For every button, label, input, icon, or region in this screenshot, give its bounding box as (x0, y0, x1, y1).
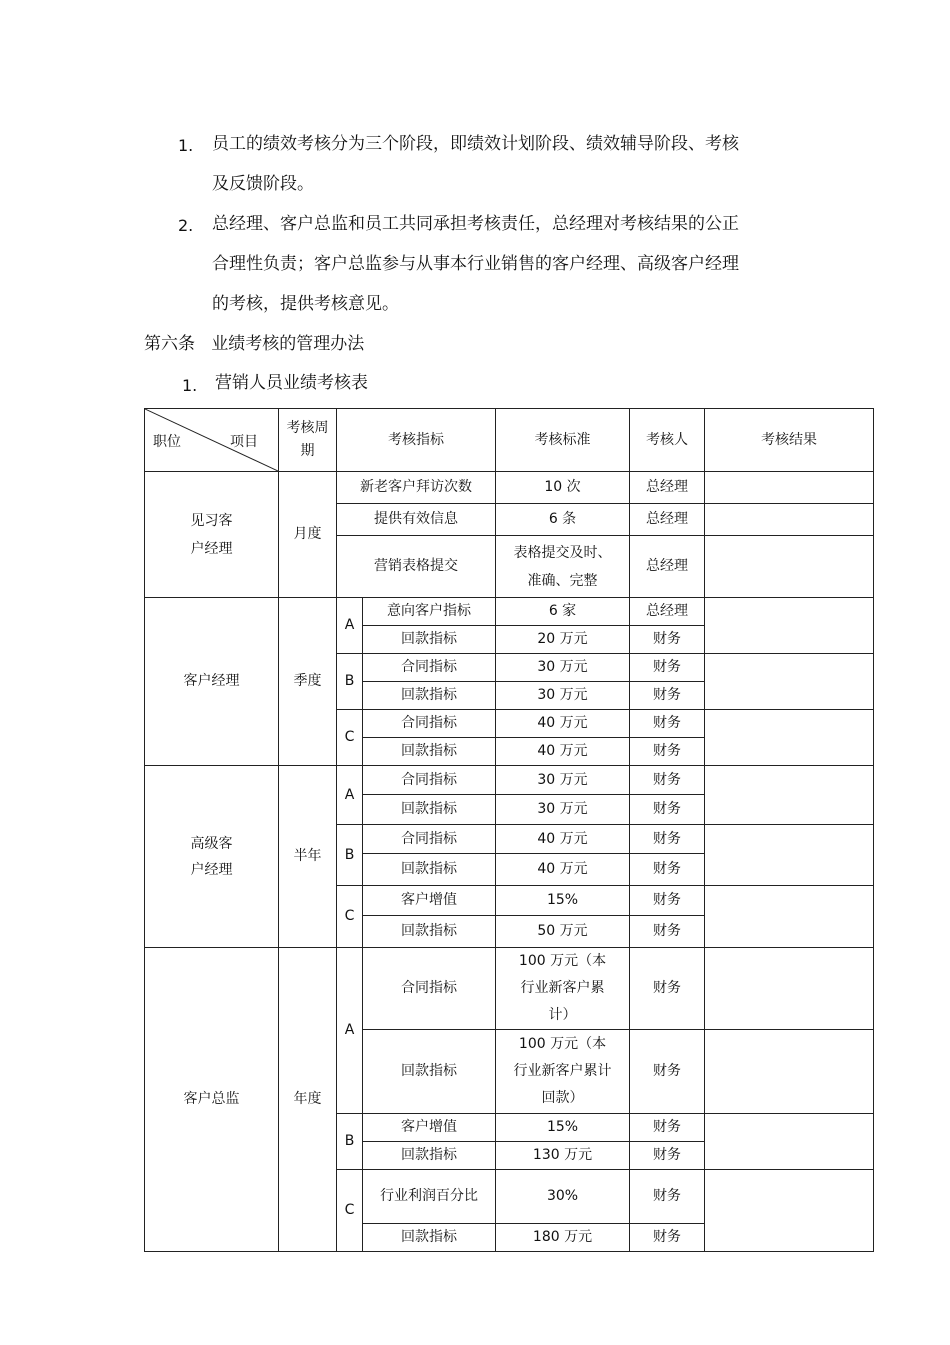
result-cell (705, 536, 874, 598)
result-cell (705, 825, 874, 886)
period-cell: 年度 (279, 948, 337, 1252)
header-position: 职位 (153, 434, 181, 450)
period-cell: 月度 (279, 472, 337, 598)
result-cell (705, 472, 874, 504)
period-cell: 季度 (279, 598, 337, 766)
standard-cell: 40 万元 (496, 825, 630, 854)
assessor-cell: 财务 (630, 766, 705, 795)
indicator-cell: 合同指标 (363, 825, 496, 854)
indicator-cell: 合同指标 (363, 766, 496, 795)
assessor-cell: 财务 (630, 654, 705, 682)
subtitle-number: 1. (182, 376, 198, 395)
assessor-cell: 总经理 (630, 536, 705, 598)
header-assessor: 考核人 (630, 409, 705, 472)
standard-cell: 6 家 (496, 598, 630, 626)
result-cell (705, 948, 874, 1030)
table-row (145, 948, 874, 1030)
standard-cell: 20 万元 (496, 626, 630, 654)
article-heading: 第六条 业绩考核的管理办法 (144, 334, 365, 354)
assessor-cell: 总经理 (630, 472, 705, 504)
standard-cell: 30% (496, 1170, 630, 1224)
grade-cell: B (337, 654, 363, 710)
standard-cell: 10 次 (496, 472, 630, 504)
table-row (145, 766, 874, 795)
grade-cell: C (337, 886, 363, 948)
standard-cell: 130 万元 (496, 1142, 630, 1170)
standard-cell: 15% (496, 1114, 630, 1142)
grade-cell: C (337, 1170, 363, 1252)
result-cell (705, 1030, 874, 1114)
assessor-cell: 财务 (630, 795, 705, 825)
diagonal-header-cell (145, 409, 279, 472)
standard-cell: 40 万元 (496, 738, 630, 766)
list-text-line: 总经理、客户总监和员工共同承担考核责任，总经理对考核结果的公正 (212, 214, 739, 234)
position-cell: 高级客户经理 (145, 766, 279, 948)
header-row (145, 409, 874, 472)
indicator-cell: 营销表格提交 (337, 536, 496, 598)
result-cell (705, 886, 874, 948)
standard-cell: 6 条 (496, 504, 630, 536)
assessor-cell: 财务 (630, 825, 705, 854)
indicator-cell: 意向客户指标 (363, 598, 496, 626)
list-text-line: 员工的绩效考核分为三个阶段，即绩效计划阶段、绩效辅导阶段、考核 (212, 134, 739, 154)
indicator-cell: 回款指标 (363, 854, 496, 886)
position-cell: 客户总监 (145, 948, 279, 1252)
assessor-cell: 财务 (630, 1142, 705, 1170)
assessor-cell: 财务 (630, 626, 705, 654)
standard-cell: 30 万元 (496, 766, 630, 795)
assessor-cell: 财务 (630, 948, 705, 1030)
assessor-cell: 财务 (630, 916, 705, 948)
indicator-cell: 客户增值 (363, 1114, 496, 1142)
assessor-cell: 财务 (630, 738, 705, 766)
assessor-cell: 财务 (630, 682, 705, 710)
header-period: 考核周期 (279, 409, 337, 472)
result-cell (705, 710, 874, 766)
indicator-cell: 回款指标 (363, 1142, 496, 1170)
standard-cell: 40 万元 (496, 710, 630, 738)
indicator-cell: 回款指标 (363, 916, 496, 948)
list-text-line: 的考核，提供考核意见。 (212, 294, 399, 314)
grade-cell: C (337, 710, 363, 766)
assessor-cell: 财务 (630, 1114, 705, 1142)
standard-cell: 30 万元 (496, 682, 630, 710)
indicator-cell: 提供有效信息 (337, 504, 496, 536)
standard-cell: 30 万元 (496, 654, 630, 682)
indicator-cell: 回款指标 (363, 795, 496, 825)
grade-cell: B (337, 825, 363, 886)
indicator-cell: 回款指标 (363, 1030, 496, 1114)
grade-cell: A (337, 948, 363, 1114)
indicator-cell: 新老客户拜访次数 (337, 472, 496, 504)
standard-cell: 100 万元（本行业新客户累计） (496, 948, 630, 1030)
position-cell: 客户经理 (145, 598, 279, 766)
assessor-cell: 财务 (630, 886, 705, 916)
assessor-cell: 总经理 (630, 598, 705, 626)
grade-cell: B (337, 1114, 363, 1170)
indicator-cell: 合同指标 (363, 948, 496, 1030)
table-row (145, 598, 874, 626)
standard-cell: 40 万元 (496, 854, 630, 886)
standard-cell: 30 万元 (496, 795, 630, 825)
result-cell (705, 654, 874, 710)
table-row (145, 472, 874, 504)
result-cell (705, 1114, 874, 1170)
standard-cell: 100 万元（本行业新客户累计回款） (496, 1030, 630, 1114)
performance-table (144, 408, 874, 1252)
result-cell (705, 1170, 874, 1252)
standard-cell: 15% (496, 886, 630, 916)
assessor-cell: 总经理 (630, 504, 705, 536)
header-indicator: 考核指标 (337, 409, 496, 472)
indicator-cell: 回款指标 (363, 738, 496, 766)
grade-cell: A (337, 766, 363, 825)
assessor-cell: 财务 (630, 854, 705, 886)
indicator-cell: 回款指标 (363, 682, 496, 710)
indicator-cell: 合同指标 (363, 710, 496, 738)
grade-cell: A (337, 598, 363, 654)
standard-cell: 180 万元 (496, 1224, 630, 1252)
list-text-line: 及反馈阶段。 (212, 174, 314, 194)
indicator-cell: 回款指标 (363, 626, 496, 654)
standard-cell: 50 万元 (496, 916, 630, 948)
assessor-cell: 财务 (630, 1170, 705, 1224)
header-item: 项目 (230, 434, 258, 450)
header-standard: 考核标准 (496, 409, 630, 472)
list-text-line: 合理性负责；客户总监参与从事本行业销售的客户经理、高级客户经理 (212, 254, 739, 274)
result-cell (705, 598, 874, 654)
period-cell: 半年 (279, 766, 337, 948)
position-cell: 见习客户经理 (145, 472, 279, 598)
indicator-cell: 行业利润百分比 (363, 1170, 496, 1224)
table-title: 营销人员业绩考核表 (215, 373, 368, 393)
indicator-cell: 回款指标 (363, 1224, 496, 1252)
result-cell (705, 766, 874, 825)
indicator-cell: 合同指标 (363, 654, 496, 682)
list-number: 1. (178, 136, 194, 155)
list-number: 2. (178, 216, 194, 235)
assessor-cell: 财务 (630, 1030, 705, 1114)
assessor-cell: 财务 (630, 1224, 705, 1252)
header-result: 考核结果 (705, 409, 874, 472)
assessor-cell: 财务 (630, 710, 705, 738)
indicator-cell: 客户增值 (363, 886, 496, 916)
result-cell (705, 504, 874, 536)
standard-cell: 表格提交及时、准确、完整 (496, 536, 630, 598)
